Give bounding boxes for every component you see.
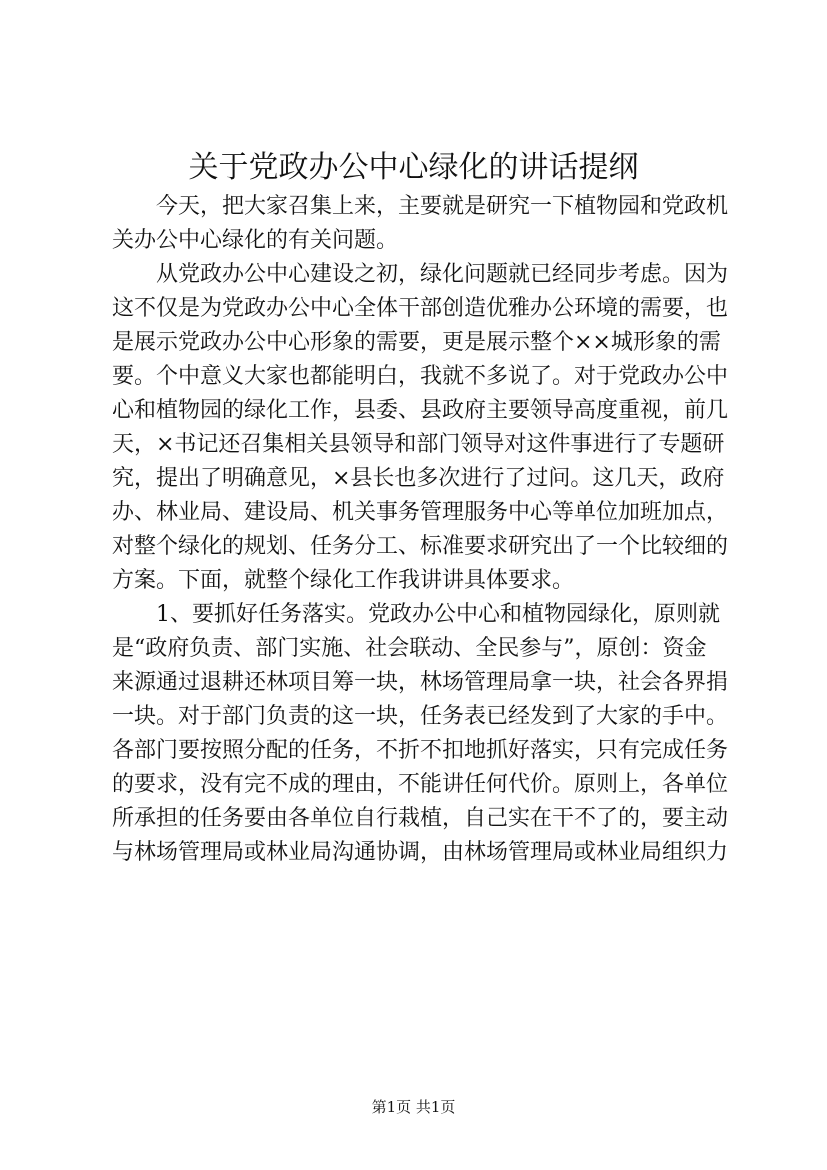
text-line: 1、要抓好任务落实。党政办公中心和植物园绿化，原则就 bbox=[156, 602, 720, 627]
text-line: 究，提出了明确意见，×县长也多次进行了过问。这几天，政府 bbox=[112, 466, 725, 491]
text-line: 一块。对于部门负责的这一块，任务表已经发到了大家的手中。 bbox=[112, 704, 729, 729]
text-line: 的要求，没有完不成的理由，不能讲任何代价。原则上，各单位 bbox=[112, 772, 729, 797]
text-line: 所承担的任务要由各单位自行栽植，自己实在干不了的，要主动 bbox=[112, 806, 729, 831]
paragraph-3 bbox=[112, 598, 738, 870]
paragraph-2 bbox=[112, 258, 738, 598]
text-line: 对整个绿化的规划、任务分工、标准要求研究出了一个比较细的 bbox=[112, 534, 729, 559]
text-line: 各部门要按照分配的任务，不折不扣地抓好落实，只有完成任务 bbox=[112, 738, 729, 763]
text-line: 今天，把大家召集上来，主要就是研究一下植物园和党政机 bbox=[156, 194, 729, 219]
text-line: 来源通过退耕还林项目筹一块，林场管理局拿一块，社会各界捐 bbox=[112, 670, 729, 695]
document-title: 关于党政办公中心绿化的讲话提纲 bbox=[188, 150, 639, 185]
text-line: 这不仅是为党政办公中心全体干部创造优雅办公环境的需要，也 bbox=[112, 296, 729, 321]
text-line: 是“政府负责、部门实施、社会联动、全民参与”，原创：资金 bbox=[112, 636, 707, 661]
page-number-footer: 第1页 共1页 bbox=[371, 1098, 456, 1116]
text-line: 关办公中心绿化的有关问题。 bbox=[112, 228, 399, 253]
text-line: 办、林业局、建设局、机关事务管理服务中心等单位加班加点， bbox=[112, 500, 729, 525]
text-line: 方案。下面，就整个绿化工作我讲讲具体要求。 bbox=[112, 568, 575, 593]
paragraph-1 bbox=[112, 190, 738, 258]
text-line: 从党政办公中心建设之初，绿化问题就已经同步考虑。因为 bbox=[156, 262, 729, 287]
text-line: 要。个中意义大家也都能明白，我就不多说了。对于党政办公中 bbox=[112, 364, 729, 389]
text-line: 与林场管理局或林业局沟通协调，由林场管理局或林业局组织力 bbox=[112, 840, 729, 865]
text-line: 心和植物园的绿化工作，县委、县政府主要领导高度重视，前几 bbox=[112, 398, 729, 423]
text-line: 天，×书记还召集相关县领导和部门领导对这件事进行了专题研 bbox=[112, 432, 725, 457]
text-line: 是展示党政办公中心形象的需要，更是展示整个××城形象的需 bbox=[112, 330, 721, 355]
document-body bbox=[112, 190, 738, 870]
